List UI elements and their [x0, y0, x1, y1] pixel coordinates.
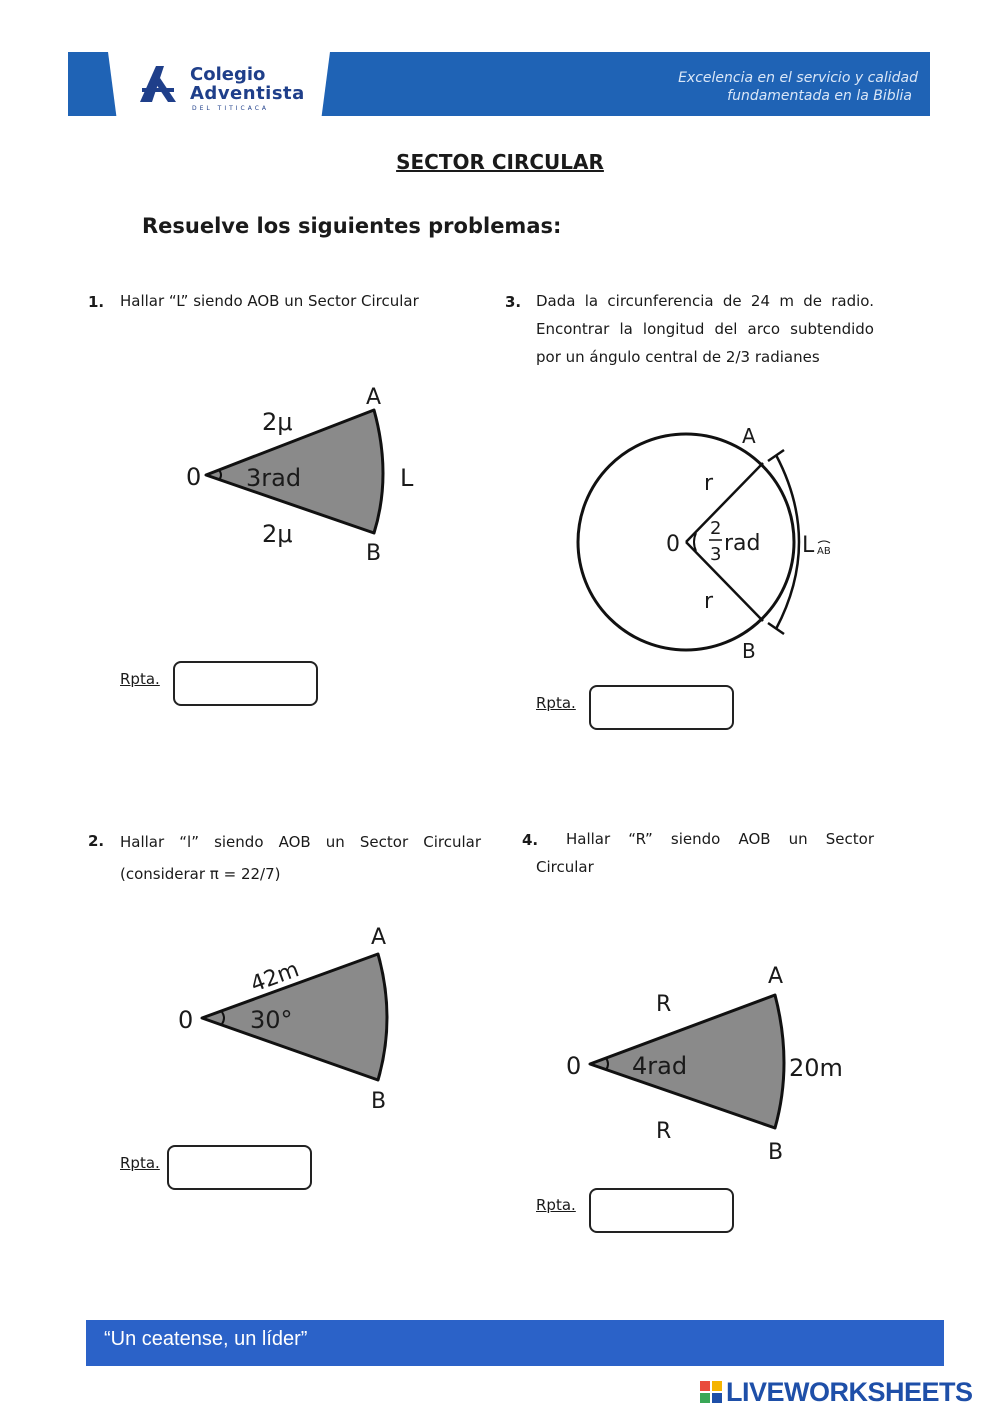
radius-bottom-label: r: [704, 589, 714, 614]
problem-4-line-1: Hallar “R” siendo AOB un Sector: [566, 830, 874, 848]
problem-3-answer-input[interactable]: [589, 685, 734, 730]
problem-1-figure: [170, 380, 440, 570]
radius-bottom-label: R: [656, 1119, 672, 1144]
angle-unit-label: rad: [724, 531, 761, 556]
fraction-numerator: 2: [710, 518, 722, 539]
radius-top-label: R: [656, 992, 672, 1017]
arc-tick-bottom: [768, 623, 784, 634]
fraction-denominator: 3: [710, 544, 722, 565]
problem-2-number: 2.: [88, 832, 105, 850]
school-logo-icon: [138, 64, 178, 104]
problem-2-figure: [170, 918, 430, 1118]
problem-2-rpta-label: Rpta.: [120, 1154, 160, 1172]
footer-slogan: “Un ceatense, un líder”: [104, 1328, 308, 1350]
vertex-a-label: A: [366, 385, 382, 410]
arc-label: L: [802, 533, 815, 558]
radius-top-label: 2μ: [262, 408, 293, 436]
vertex-o-label: 0: [178, 1006, 194, 1034]
angle-label: 4rad: [632, 1052, 688, 1080]
problem-1-line-1: Hallar “L” siendo AOB un Sector Circular: [120, 292, 419, 310]
problem-1-number: 1.: [88, 293, 105, 311]
vertex-b-label: B: [768, 1140, 784, 1165]
problem-4-answer-input[interactable]: [589, 1188, 734, 1233]
vertex-b-label: B: [366, 541, 382, 566]
arc-tick-top: [768, 450, 784, 461]
problem-1-text: [120, 287, 490, 315]
vertex-b-label: B: [371, 1089, 387, 1114]
problem-4-text: [536, 825, 874, 881]
vertex-a-label: A: [768, 964, 784, 989]
problem-2-line-1: Hallar “l” siendo AOB un Sector Circular: [120, 833, 481, 851]
angle-label: 30°: [250, 1006, 293, 1034]
arc-label: L: [400, 464, 414, 492]
liveworksheets-logo-icon: [700, 1381, 722, 1403]
vertex-a-label: A: [371, 925, 387, 950]
problem-3-figure: [560, 415, 850, 670]
radius-label: 42m: [247, 957, 303, 998]
liveworksheets-watermark: LIVEWORKSHEETS: [726, 1377, 973, 1407]
problem-3-text: [536, 287, 874, 371]
motto-line-2: fundamentada en la Biblia: [727, 88, 912, 104]
problem-4-number: 4.: [522, 831, 539, 849]
logo-text-adventista: Adventista: [190, 83, 305, 104]
page-title: SECTOR CIRCULAR: [396, 150, 604, 174]
arc-subscript-hat: [818, 541, 830, 543]
center-o-label: 0: [666, 532, 680, 557]
point-b-label: B: [742, 639, 756, 663]
problem-3-line-1: Dada la circunferencia de 24 m de radio.: [536, 292, 874, 310]
logo-text-titicaca: DEL TITICACA: [192, 105, 270, 112]
radius-bottom-label: 2μ: [262, 520, 293, 548]
logo-text-colegio: Colegio: [190, 64, 266, 85]
problem-4-rpta-label: Rpta.: [536, 1196, 576, 1214]
problem-3-line-3: por un ángulo central de 2/3 radianes: [536, 348, 820, 366]
problem-3-line-2: Encontrar la longitud del arco subtendido: [536, 320, 874, 338]
problem-3-number: 3.: [505, 293, 522, 311]
problem-1-answer-input[interactable]: [173, 661, 318, 706]
vertex-o-label: 0: [566, 1052, 582, 1080]
angle-label: 3rad: [246, 464, 302, 492]
arc-subscript: AB: [817, 546, 831, 557]
instructions-heading: Resuelve los siguientes problemas:: [142, 214, 562, 238]
problem-4-line-2: Circular: [536, 858, 594, 876]
problem-2-text: [120, 826, 481, 890]
problem-4-figure: [560, 955, 860, 1170]
point-a-label: A: [742, 424, 756, 448]
problem-1-rpta-label: Rpta.: [120, 670, 160, 688]
vertex-o-label: 0: [186, 463, 202, 491]
problem-2-answer-input[interactable]: [167, 1145, 312, 1190]
motto-line-1: Excelencia en el servicio y calidad: [678, 70, 918, 86]
arc-label: 20m: [789, 1054, 843, 1082]
problem-3-rpta-label: Rpta.: [536, 694, 576, 712]
radius-top-label: r: [704, 471, 714, 496]
problem-2-line-2: (considerar π = 22/7): [120, 865, 281, 883]
